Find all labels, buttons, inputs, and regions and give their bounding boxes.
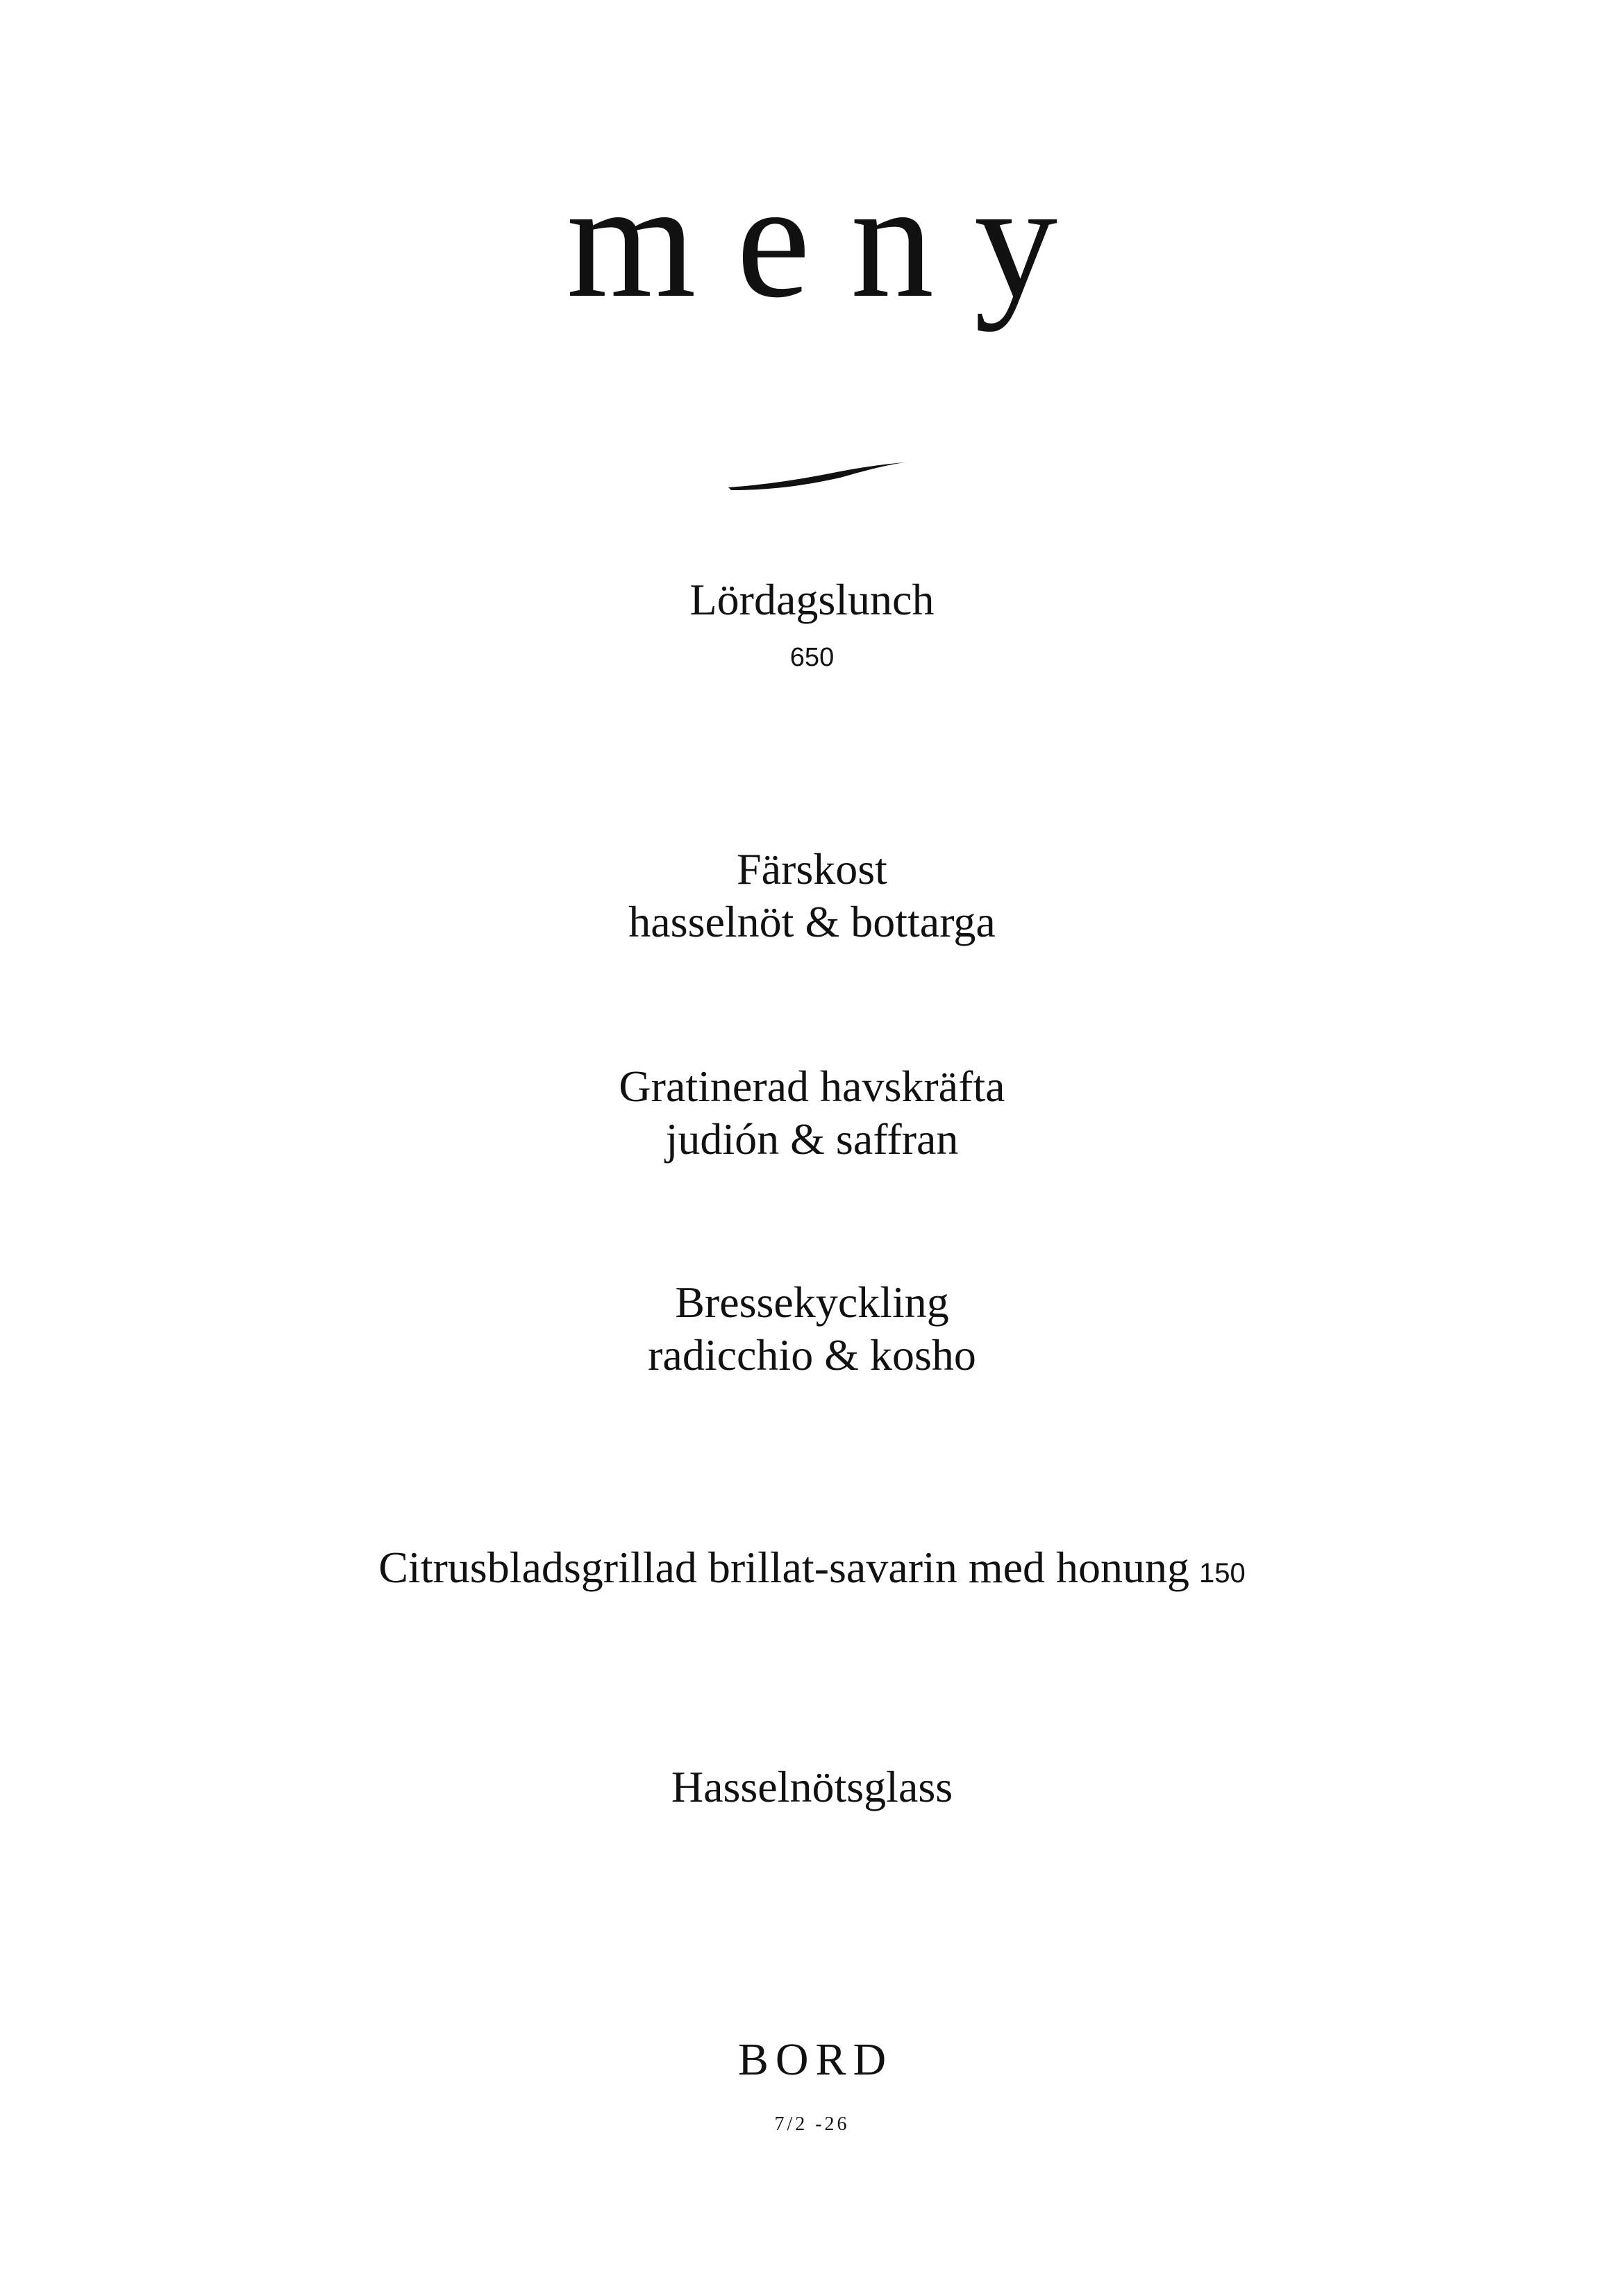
menu-date: 7/2 -26 [774, 2113, 850, 2135]
menu-name: Lördagslunch [689, 575, 935, 624]
extra-course-name: Citrusbladsgrillad brillat-savarin med honung [378, 1543, 1190, 1592]
menu-price: 650 [789, 643, 835, 672]
course-2-name: Gratinerad havskräfta [619, 1062, 1005, 1111]
page-title: meny [566, 147, 1098, 332]
dessert: Hasselnötsglass [671, 1762, 953, 1811]
course-2 [0, 1060, 1624, 1166]
extra-course [0, 1541, 1624, 1600]
course-1-accompaniment: hasselnöt & bottarga [628, 897, 996, 946]
course-1 [0, 843, 1624, 948]
course-2-accompaniment: judión & saffran [665, 1114, 959, 1164]
brush-stroke-divider [726, 460, 906, 494]
course-1-name: Färskost [737, 844, 887, 894]
course-3 [0, 1276, 1624, 1382]
extra-course-price: 150 [1199, 1558, 1246, 1589]
restaurant-logo: BORD [737, 2034, 894, 2085]
course-3-accompaniment: radicchio & kosho [648, 1330, 976, 1380]
course-3-name: Bressekyckling [675, 1277, 949, 1327]
